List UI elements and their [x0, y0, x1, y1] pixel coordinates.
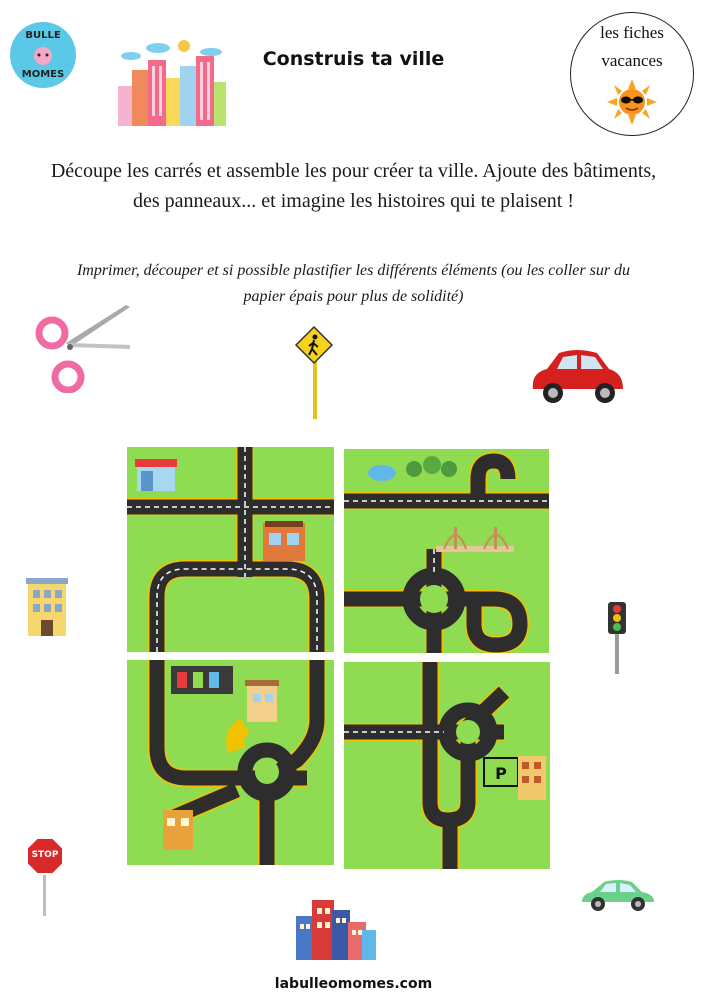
intro-text: Découpe les carrés et assemble les pour créer ta ville. Ajoute des bâtiments, des panneaux... et imagine les histoires qui te plaisent !: [50, 160, 657, 212]
parking-sign-label: P: [495, 764, 507, 783]
sun-sunglasses-icon: [607, 79, 657, 125]
tall-building-icon: [518, 756, 546, 800]
badge-text-line2: vacances: [601, 51, 663, 70]
pedestrian-sign-icon: [294, 325, 334, 420]
logo-text-top: BULLE: [25, 30, 61, 41]
bridge-icon: [436, 527, 514, 549]
map-tile-bottom-right: [344, 662, 550, 869]
red-car-icon: [527, 345, 627, 411]
parking-lot-icon: [171, 666, 233, 694]
buildings-cluster-icon: [296, 894, 376, 960]
stop-sign-label: STOP: [31, 850, 59, 860]
building-icon: [26, 578, 68, 638]
badge-text-line1: les fiches: [600, 23, 664, 42]
stop-sign: [25, 836, 65, 916]
green-car-icon: [578, 876, 658, 914]
instructions-text: Imprimer, découper et si possible plastifier les différents éléments (ou les coller sur du papier épais pour plus de solidité): [76, 262, 631, 305]
page-title: Construis ta ville: [262, 48, 445, 70]
orange-building-icon: [163, 810, 193, 850]
traffic-light-icon: [604, 600, 630, 674]
map-tile-top-right: [344, 449, 549, 653]
website-link[interactable]: labulleomomes.com: [274, 976, 433, 992]
scissors-icon: [30, 305, 132, 393]
map-tile-bottom-left: [127, 660, 334, 865]
pond-trees-icon: [368, 456, 457, 481]
stop-sign-icon: [25, 836, 65, 916]
shop-icon: [135, 459, 177, 491]
vacances-badge: [570, 12, 694, 136]
building-icon: [245, 680, 279, 722]
logo-text-bottom: MOMES: [21, 69, 65, 80]
bakery-building-icon: [263, 521, 305, 561]
map-tile-top-left: [127, 447, 334, 652]
